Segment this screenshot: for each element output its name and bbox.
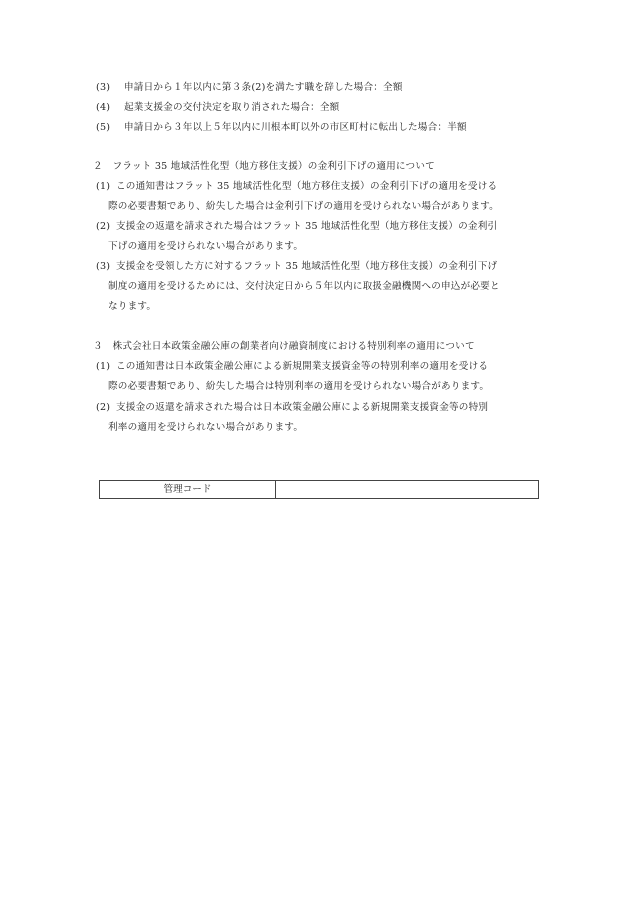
admin-code-table xyxy=(99,480,539,499)
s2-item-2-line2: 下げの適用を受けられない場合があります。 xyxy=(108,241,304,252)
s1-item-3 xyxy=(96,81,403,94)
item-number: (4) xyxy=(96,102,111,113)
s2-item-3-line1 xyxy=(96,260,497,273)
s2-item-1-line2: 際の必要書類であり、紛失した場合は金利引下げの適用を受けられない場合があります。 xyxy=(108,201,499,212)
s3-item-1-line1 xyxy=(96,360,488,373)
s1-item-5 xyxy=(96,121,467,134)
s1-item-4 xyxy=(96,101,339,114)
item-number: (2) xyxy=(96,402,111,413)
item-text: 支援金を受領した方に対するフラット 35 地域活性化型（地方移住支援）の金利引下げ xyxy=(116,261,498,272)
item-number: (2) xyxy=(96,221,111,232)
item-text: 支援金の返還を請求された場合はフラット 35 地域活性化型（地方移住支援）の金利引 xyxy=(116,221,498,232)
s2-item-3-line3: なります。 xyxy=(108,301,157,312)
item-text: この通知書はフラット 35 地域活性化型（地方移住支援）の金利引下げの適用を受ける xyxy=(116,181,498,192)
item-text: この通知書は日本政策金融公庫による新規開業支援資金等の特別利率の適用を受ける xyxy=(116,361,489,372)
section3-heading: ３ 株式会社日本政策金融公庫の創業者向け融資制度における特別利率の適用について xyxy=(93,341,475,352)
s3-item-2-line1 xyxy=(96,401,488,414)
s3-item-2-line2: 利率の適用を受けられない場合があります。 xyxy=(108,422,304,433)
item-number: (5) xyxy=(96,122,111,133)
item-text: 申請日から３年以上５年以内に川根本町以外の市区町村に転出した場合：半額 xyxy=(124,122,467,133)
item-text: 起業支援金の交付決定を取り消された場合：全額 xyxy=(124,102,340,113)
item-text: 申請日から１年以内に第３条(2)を満たす職を辞した場合：全額 xyxy=(124,82,403,93)
item-number: (1) xyxy=(96,181,111,192)
item-text: 支援金の返還を請求された場合は日本政策金融公庫による新規開業支援資金等の特別 xyxy=(116,402,489,413)
s2-item-2-line1 xyxy=(96,220,497,233)
s2-item-1-line1 xyxy=(96,180,497,193)
s3-item-1-line2: 際の必要書類であり、紛失した場合は特別利率の適用を受けられない場合があります。 xyxy=(108,381,490,392)
admin-code-label: 管理コード xyxy=(100,481,276,498)
item-number: (3) xyxy=(96,261,111,272)
item-number: (3) xyxy=(96,82,111,93)
admin-code-value xyxy=(276,481,538,498)
s2-item-3-line2: 制度の適用を受けるためには、交付決定日から５年以内に取扱金融機関への申込が必要と xyxy=(108,281,500,292)
section2-heading: ２ フラット 35 地域活性化型（地方移住支援）の金利引下げの適用について xyxy=(93,161,435,172)
item-number: (1) xyxy=(96,361,111,372)
